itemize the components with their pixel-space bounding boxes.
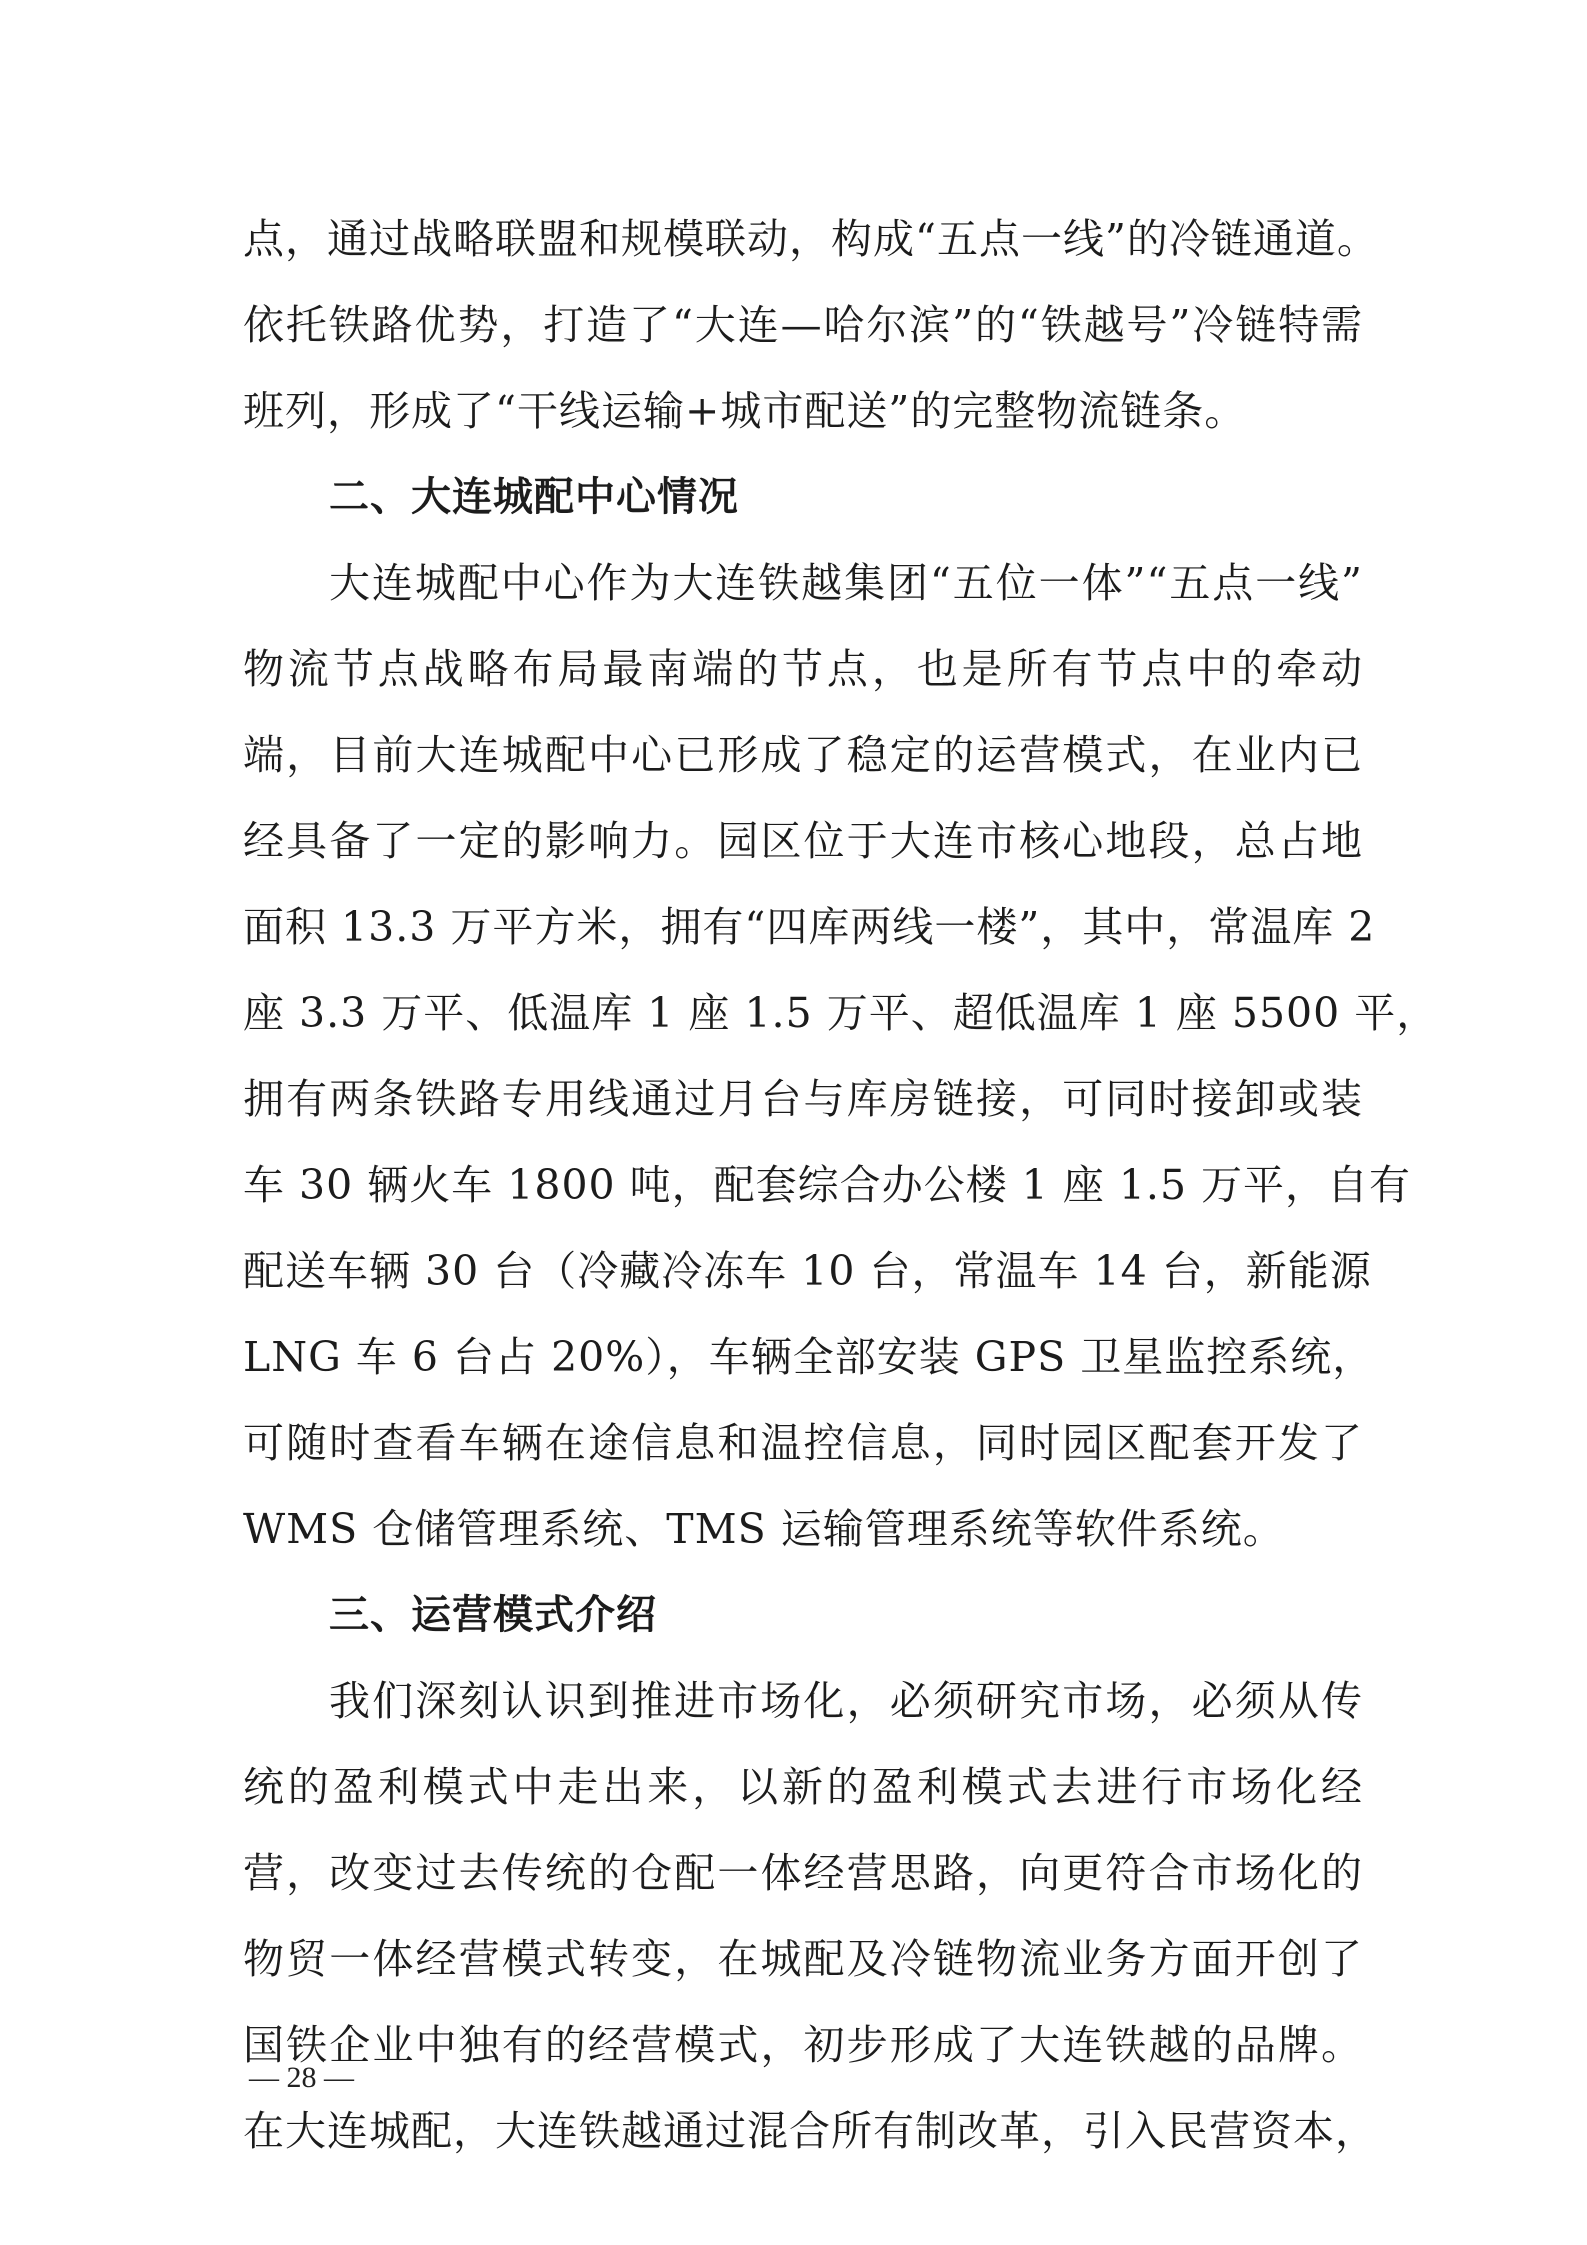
body-text-line: 物流节点战略布局最南端的节点，也是所有节点中的牵动	[243, 645, 1363, 693]
body-text-line: 端，目前大连城配中心已形成了稳定的运营模式，在业内已	[243, 731, 1363, 779]
body-text-line: 物贸一体经营模式转变，在城配及冷链物流业务方面开创了	[243, 1935, 1363, 1983]
body-text-line: 拥有两条铁路专用线通过月台与库房链接，可同时接卸或装	[243, 1075, 1363, 1123]
body-text-line: 依托铁路优势，打造了“大连—哈尔滨”的“铁越号”冷链特需	[243, 301, 1363, 349]
body-text-line: 面积 13.3 万平方米，拥有“四库两线一楼”，其中，常温库 2	[243, 903, 1376, 951]
body-text-line: 可随时查看车辆在途信息和温控信息，同时园区配套开发了	[243, 1419, 1363, 1467]
body-text-line: LNG 车 6 台占 20%），车辆全部安装 GPS 卫星监控系统，	[243, 1333, 1375, 1381]
section-heading: 二、大连城配中心情况	[329, 474, 739, 520]
body-text-line: 点，通过战略联盟和规模联动，构成“五点一线”的冷链通道。	[243, 215, 1379, 263]
body-text-line: 经具备了一定的影响力。园区位于大连市核心地段，总占地	[243, 817, 1363, 865]
body-text-line: 统的盈利模式中走出来，以新的盈利模式去进行市场化经	[243, 1763, 1363, 1811]
body-text-line: 车 30 辆火车 1800 吨，配套综合办公楼 1 座 1.5 万平，自有	[243, 1161, 1412, 1209]
body-text-line: 班列，形成了“干线运输+城市配送”的完整物流链条。	[243, 387, 1247, 435]
body-text-line: 在大连城配，大连铁越通过混合所有制改革，引入民营资本，	[243, 2107, 1377, 2155]
section-heading: 三、运营模式介绍	[329, 1592, 657, 1638]
body-text-line: 座 3.3 万平、低温库 1 座 1.5 万平、超低温库 1 座 5500 平，	[243, 989, 1439, 1037]
body-text-line: 我们深刻认识到推进市场化，必须研究市场，必须从传	[329, 1677, 1363, 1725]
body-text-line: 配送车辆 30 台（冷藏冷冻车 10 台，常温车 14 台，新能源	[243, 1247, 1372, 1295]
page-number: — 28 —	[249, 2061, 354, 2094]
body-text-line: 国铁企业中独有的经营模式，初步形成了大连铁越的品牌。	[243, 2021, 1363, 2069]
body-text-line: 营，改变过去传统的仓配一体经营思路，向更符合市场化的	[243, 1849, 1363, 1897]
body-text-line: 大连城配中心作为大连铁越集团“五位一体”“五点一线”	[329, 559, 1363, 607]
body-text-line: WMS 仓储管理系统、TMS 运输管理系统等软件系统。	[243, 1505, 1285, 1553]
